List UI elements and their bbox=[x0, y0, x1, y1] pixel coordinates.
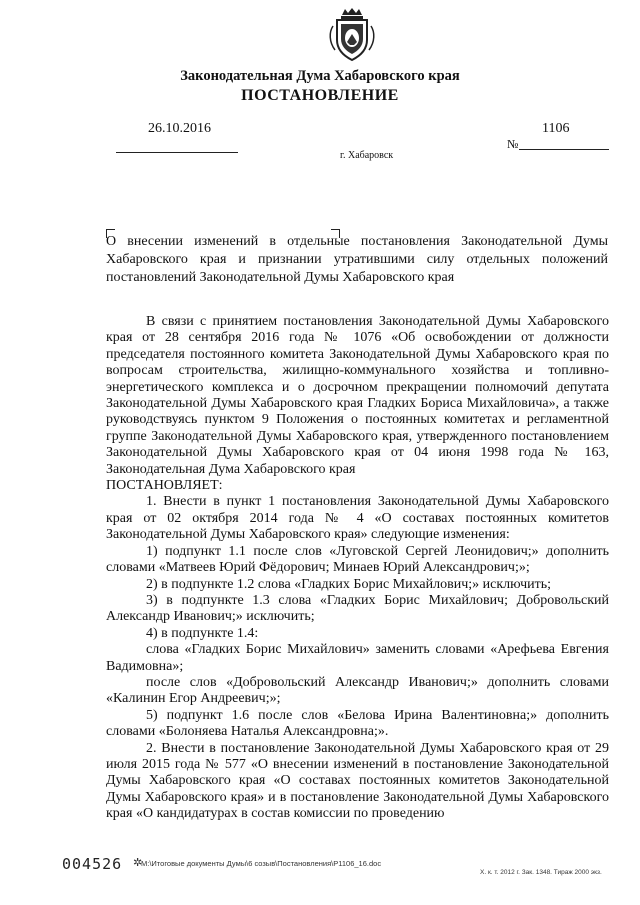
document-body bbox=[106, 314, 609, 823]
asterisk-icon: ✲ bbox=[133, 857, 143, 869]
item-2: 2. Внести в постановление Законодательной Думы Хабаровского края от 29 июля 2015 года № 577 «О внесении изменений в постановление Законодательной Думы Хабаровского края «О составах постоянных комитетов Законодательной Думы Хабаровского края» и в постановление Законодательной Думы Хабаровского края «О кандидатурах в состав комиссии по проведению bbox=[106, 740, 609, 822]
document-date: 26.10.2016 bbox=[148, 121, 211, 136]
resolves-heading: ПОСТАНОВЛЯЕТ: bbox=[106, 478, 223, 494]
item-1-4-b: после слов «Добровольский Александр Иванович;» дополнить словами «Калинин Егор Андреевич;»; bbox=[106, 674, 609, 707]
date-underline bbox=[116, 152, 238, 153]
city: г. Хабаровск bbox=[340, 150, 394, 161]
preamble-paragraph: В связи с принятием постановления Законодательной Думы Хабаровского края от 28 сентября 2016 года № 1076 «Об освобождении от должности председателя постоянного комитета Законодательной Думы Хабаровского края по вопросам строительства, жилищно-коммунального хозяйства и топливно-энергетического комплекса и о досрочном прекращении полномочий депутата Законодательной Думы Хабаровского края Гладких Бориса Михайловича», а также руководствуясь пунктом 9 Положения о постоянных комитетах и регламентной группе Законодательной Думы Хабаровского края, утвержденного постановлением Законодательной Думы Хабаровского края от 04 июня 1998 года № 163, Законодательная Дума Хабаровского края bbox=[106, 314, 609, 477]
coat-of-arms-icon bbox=[325, 6, 379, 62]
item-1-5: 5) подпункт 1.6 после слов «Белова Ирина Валентиновна;» дополнить словами «Болоняева Наталья Александровна;». bbox=[106, 707, 609, 740]
item-1-4-a: слова «Гладких Борис Михайлович» заменить словами «Арефьева Евгения Вадимовна»; bbox=[106, 642, 609, 674]
document-subject: О внесении изменений в отдельные постановления Законодательной Думы Хабаровского края и признании утратившими силу отдельных положений постановлений Законодательной Думы Хабаровского края bbox=[106, 234, 608, 285]
number-underline bbox=[519, 149, 609, 150]
item-1-4: 4) в подпункте 1.4: bbox=[146, 625, 259, 641]
stamp-number: 004526 bbox=[62, 855, 123, 873]
file-path: M:\Итоговые документы Думы\6 созыв\Постановления\P1106_16.doc bbox=[141, 859, 382, 868]
document-type: ПОСТАНОВЛЕНИЕ bbox=[241, 87, 399, 104]
number-label: № bbox=[507, 137, 519, 151]
item-1: 1. Внести в пункт 1 постановления Законодательной Думы Хабаровского края от 02 октября 2014 года № 4 «О составах постоянных комитетов Законодательной Думы Хабаровского края» следующие изменения: bbox=[106, 494, 609, 543]
item-1-2: 2) в подпункте 1.2 слова «Гладких Борис Михайлович;» исключить; bbox=[146, 576, 551, 592]
print-info: Х. к. т. 2012 г. Зак. 1348. Тираж 2000 экз. bbox=[480, 869, 602, 876]
item-1-1: 1) подпункт 1.1 после слов «Луговской Сергей Леонидович;» дополнить словами «Матвеев Юрий Фёдорович; Минаев Юрий Александрович;»; bbox=[106, 543, 609, 576]
organization-name: Законодательная Дума Хабаровского края bbox=[180, 68, 460, 84]
item-1-3: 3) в подпункте 1.3 слова «Гладких Борис Михайлович; Добровольский Александр Иванович;» исключить; bbox=[106, 592, 609, 625]
document-number: 1106 bbox=[542, 121, 570, 136]
